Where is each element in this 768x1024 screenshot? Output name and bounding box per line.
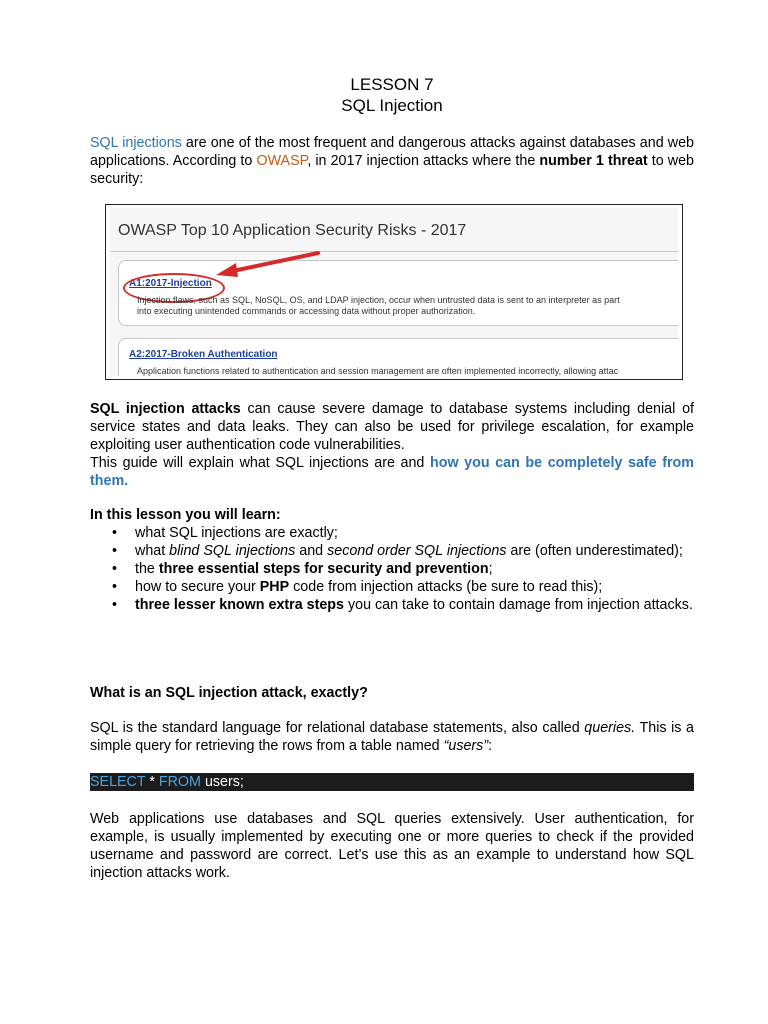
users-term: “users” xyxy=(443,738,489,754)
list-item-text: you can take to contain damage from injection attacks. xyxy=(344,597,693,613)
intro-text-2: , in 2017 injection attacks where the xyxy=(307,153,540,169)
bullet-icon: • xyxy=(112,543,118,559)
number-one-threat: number 1 threat xyxy=(539,153,648,169)
owasp-screenshot xyxy=(105,204,683,380)
bullet-icon: • xyxy=(112,579,118,595)
list-item-text: the xyxy=(135,561,159,577)
bullet-icon: • xyxy=(112,597,118,613)
safety-link[interactable]: how you can be completely safe from them. xyxy=(90,455,695,489)
guide-text: This guide will explain what SQL injections are and xyxy=(90,455,430,471)
list-item xyxy=(90,596,694,614)
list-item xyxy=(90,524,694,542)
from-keyword: FROM xyxy=(158,774,201,790)
list-item-text: code from injection attacks (be sure to read this); xyxy=(289,579,603,595)
guide-paragraph xyxy=(90,454,694,490)
select-keyword: SELECT xyxy=(90,774,146,790)
list-item-text: ; xyxy=(488,561,493,577)
sql-text: SQL is the standard language for relational database statements, also called xyxy=(90,720,585,736)
list-item xyxy=(90,578,694,596)
lesson-title: SQL Injection xyxy=(341,96,443,115)
attacks-text: can cause severe damage to database systems including denial of service states and data leaks. They can also be used for privilege escalation, for example exploiting user authentication code vulnerabilities. xyxy=(90,401,694,453)
sql-injections-link[interactable]: SQL injections xyxy=(90,135,182,151)
extra-steps-term: three lesser known extra steps xyxy=(135,597,344,613)
blind-sql-term: blind SQL injections xyxy=(169,543,296,559)
intro-text: are one of the most frequent and dangerous attacks against databases and web applications. According to xyxy=(90,135,694,169)
php-term: PHP xyxy=(259,579,290,595)
code-star: * xyxy=(145,774,159,790)
intro-paragraph xyxy=(90,134,694,188)
owasp-screenshot-content xyxy=(110,208,678,376)
attacks-paragraph xyxy=(90,400,694,454)
second-order-term: second order SQL injections xyxy=(327,543,507,559)
three-steps-term: three essential steps for security and prevention xyxy=(158,561,489,577)
sql-text-2: This is a simple query for retrieving the rows from a table named xyxy=(90,720,694,754)
webapps-paragraph xyxy=(90,810,694,882)
list-item-text: what xyxy=(135,543,170,559)
intro-text-3: to web security: xyxy=(90,153,694,187)
lesson-number: LESSON 7 xyxy=(350,75,434,94)
owasp-card-injection xyxy=(118,260,678,326)
sql-paragraph xyxy=(90,719,694,755)
section-heading xyxy=(90,684,694,702)
code-block xyxy=(90,773,694,791)
owasp-screenshot-title: OWASP Top 10 Application Security Risks - 2017 xyxy=(118,222,467,239)
list-item-text: are (often underestimated); xyxy=(506,543,683,559)
bullet-icon: • xyxy=(112,561,118,577)
webapps-text-2: Let’s use this as an example to understand how SQL injection attacks work. xyxy=(90,847,694,881)
code-rest: users; xyxy=(200,774,244,790)
a2-description-line-1: Application functions related to authentication and session management are often implemented incorrectly, allowing attac xyxy=(137,366,619,376)
a1-description-line-1: Injection flaws, such as SQL, NoSQL, OS, and LDAP injection, occur when untrusted data is sent to an interpreter as part xyxy=(137,295,620,305)
queries-term: queries. xyxy=(584,720,636,736)
owasp-link[interactable]: OWASP xyxy=(256,153,308,169)
section-heading-text: What is an SQL injection attack, exactly? xyxy=(90,685,368,701)
learn-heading-text: In this lesson you will learn: xyxy=(90,507,281,523)
list-item-text: what SQL injections are exactly; xyxy=(135,525,338,541)
divider xyxy=(110,251,678,252)
bullet-icon: • xyxy=(112,525,118,541)
red-arrow-icon xyxy=(210,250,320,278)
a1-description-line-2: into executing unintended commands or accessing data without proper authorization. xyxy=(137,306,476,316)
a1-injection-link[interactable]: A1:2017-Injection xyxy=(129,278,212,289)
attacks-bold: SQL injection attacks xyxy=(90,401,241,417)
list-item-text: and xyxy=(295,543,328,559)
a2-broken-auth-link[interactable]: A2:2017-Broken Authentication xyxy=(129,349,278,360)
owasp-card-broken-auth xyxy=(118,338,678,376)
list-item xyxy=(90,560,694,578)
learn-heading xyxy=(90,506,694,524)
learn-list xyxy=(90,524,694,614)
sql-text-3: : xyxy=(488,738,493,754)
list-item xyxy=(90,542,694,560)
list-item-text: how to secure your xyxy=(135,579,260,595)
webapps-text: Web applications use databases and SQL queries extensively. User authentication, for example, is usually implemented by executing one or more queries to check if the provided username and password are correct. xyxy=(90,811,694,863)
